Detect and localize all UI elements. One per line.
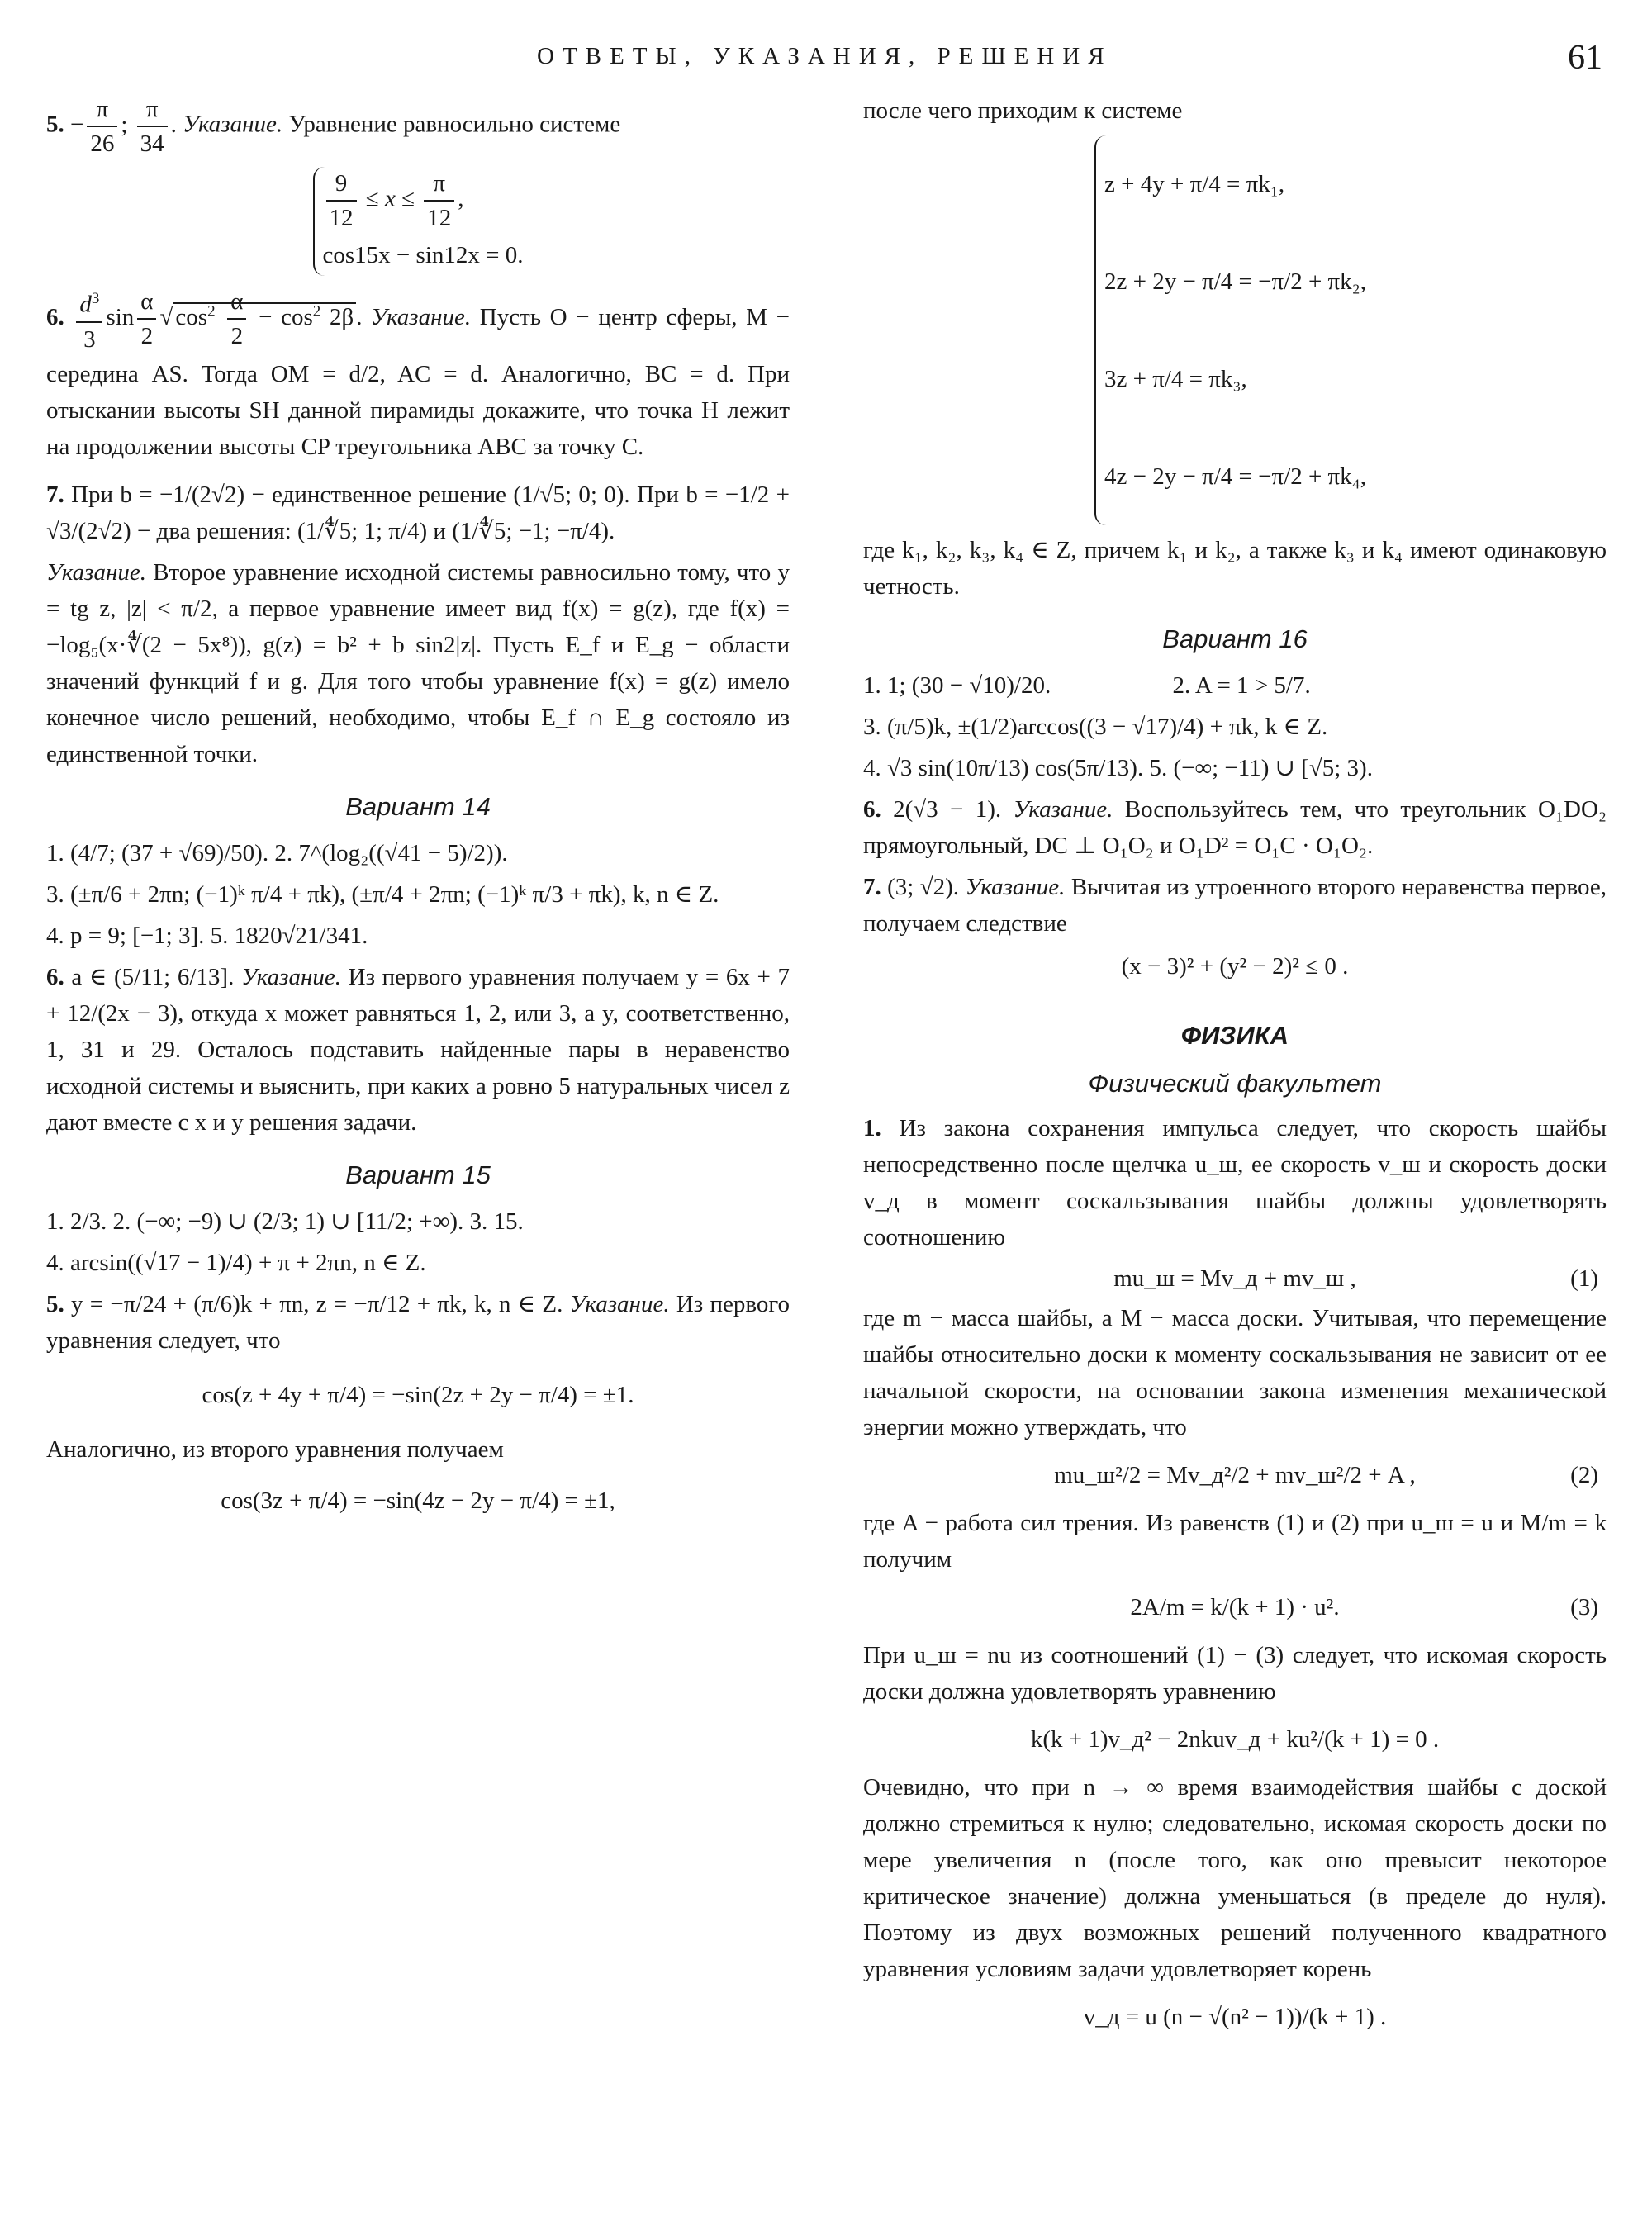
answer-2: 2. A = 1 > 5/7.	[1172, 672, 1311, 699]
physics-heading: ФИЗИКА	[1180, 1021, 1289, 1050]
answer-7-hint	[46, 554, 790, 772]
system-line-4: 4z − 2y − π/4 = −π/2 + πk₄,	[1104, 463, 1367, 490]
physics-problem-1	[863, 1110, 1607, 1255]
system-line-1: $\frac{9}{12}$ ≤ x ≤ $\frac{\pi}{12}$ ,	[323, 167, 524, 235]
answer-number: 5.	[46, 111, 64, 138]
physics-text: Из закона сохранения импульса следует, что скорость шайбы непосредственно после щелчка u_ш, ее скорость v_ш и скорость доски v_д в момент соскальзывания шайбы должны удовлетворять соотношению	[863, 1115, 1607, 1250]
left-column	[46, 93, 790, 1534]
equation-body: mu_ш²/2 = Mv_д²/2 + mv_ш²/2 + A ,	[1054, 1462, 1416, 1488]
answer-6	[46, 282, 790, 465]
variant-16-line-4: 4. √3 sin(10π/13) cos(5π/13). 5. (−∞; −11) ∪ [√5; 3).	[863, 755, 1373, 781]
system-intro: после чего приходим к системе	[863, 97, 1183, 124]
answer-5	[46, 93, 790, 160]
variant-14-line-3: 3. (±π/6 + 2πn; (−1)ᵏ π/4 + πk), (±π/4 + 2πn; (−1)ᵏ π/3 + πk), k, n ∈ Z.	[46, 880, 719, 908]
hint-text: Из первого уравнения получаем y = 6x + 7 + 12/(2x − 3), откуда x может равняться 1, 2, или 3, а y, соответственно, 1, 31 и 29. Осталось подставить найденные пары в неравенство исходной системы и выяснить, при каких a ровно 5 натуральных чисел z дают вместе с x и y решения задачи.	[46, 963, 790, 1136]
equation-number: (2)	[1570, 1462, 1598, 1488]
equation-cos-1: cos(z + 4y + π/4) = −sin(2z + 2y − π/4) = ±1.	[202, 1381, 634, 1408]
equation-body: 2A/m = k/(k + 1) · u².	[1130, 1594, 1340, 1620]
answer-number: 7.	[46, 481, 64, 508]
answer-7	[46, 477, 790, 549]
answer-6-formula: $\frac{d^3}{3}$ sin $\frac{\alpha}{2}$ √ $\cos^2$ $\frac{\alpha}{2}$ − $\cos^2 2\beta$ .	[73, 304, 362, 330]
system-k	[863, 135, 1607, 525]
hint-label: Указание.	[183, 111, 283, 138]
system-line-2: 2z + 2y − π/4 = −π/2 + πk₂,	[1104, 268, 1367, 295]
hint-label: Указание.	[1013, 796, 1113, 823]
equation-cos-2: cos(3z + π/4) = −sin(4z − 2y − π/4) = ±1,	[221, 1487, 615, 1514]
system-line-1: z + 4y + π/4 = πk₁,	[1104, 171, 1285, 197]
equation-1	[863, 1260, 1607, 1297]
physics-text-3: где A − работа сил трения. Из равенств (1) и (2) при u_ш = u и M/m = k получим	[863, 1510, 1607, 1573]
variant-16-line-7	[863, 869, 1607, 942]
page-header	[0, 40, 1652, 81]
equation-3	[863, 1589, 1607, 1625]
answer-5-value: − $\frac{\pi}{26}$ ; $\frac{\pi}{34}$ .	[70, 112, 177, 138]
answer-7-text: При b = −1/(2√2) − единственное решение (1/√5; 0; 0). При b = −1/2 + √3/(2√2) − два решения: (1/∜5; 1; π/4) и (1/∜5; −1; −π/4).	[46, 481, 790, 544]
variant-14-line-6	[46, 959, 790, 1141]
variant-14-line-1: 1. (4/7; (37 + √69)/50). 2. 7^(log₂((√41 − 5)/2)).	[46, 839, 508, 866]
equation-number: (3)	[1570, 1594, 1598, 1620]
inequality: (x − 3)² + (y² − 2)² ≤ 0 .	[1121, 953, 1349, 980]
variant-15-heading: Вариант 15	[345, 1160, 491, 1189]
system-line-3: 3z + π/4 = πk₃,	[1104, 366, 1247, 392]
hint-label: Указание.	[46, 558, 146, 586]
variant-14-line-4: 4. p = 9; [−1; 3]. 5. 1820√21/341.	[46, 922, 368, 949]
equation-4: k(k + 1)v_д² − 2nkuv_д + ku²/(k + 1) = 0 .	[1030, 1726, 1440, 1753]
variant-14-heading: Вариант 14	[345, 791, 491, 821]
variant-15-line-1: 1. 2/3. 2. (−∞; −9) ∪ (2/3; 1) ∪ [11/2; +∞). 3. 15.	[46, 1208, 524, 1235]
hint-text: Вычитая из утроенного второго неравенства первое, получаем следствие	[863, 874, 1607, 937]
hint-text: Воспользуйтесь тем, что треугольник O₁DO₂ прямоугольный, DC ⊥ O₁O₂ и O₁D² = O₁C · O₁O₂.	[863, 796, 1607, 859]
answer-1: 1. 1; (30 − √10)/20.	[863, 672, 1051, 699]
equation-number: (1)	[1570, 1265, 1598, 1292]
hint-text: Уравнение равносильно системе	[288, 111, 621, 138]
hint-label: Указание.	[569, 1290, 670, 1317]
answer-value: (3; √2).	[887, 874, 960, 900]
variant-16-line-6	[863, 791, 1607, 864]
page-number: 61	[1568, 39, 1602, 77]
hint-text: Второе уравнение исходной системы равносильно тому, что y = tg z, |z| < π/2, а первое уравнение имеет вид f(x) = g(z), где f(x) = −log₅(x·∜(2 − 5x⁸)), g(z) = b² + b sin2|z|. Пусть E_f и E_g − области значений функций f и g. Для того чтобы уравнение f(x) = g(z) имело конечное число решений, необходимо, чтобы E_f ∩ E_g состояло из единственной точки.	[46, 558, 790, 767]
hint-text: Из первого уравнения следует, что	[46, 1290, 790, 1354]
answer-number: 6.	[46, 963, 64, 990]
hint-label: Указание.	[965, 874, 1066, 900]
equation-5: v_д = u (n − √(n² − 1))/(k + 1) .	[1083, 2004, 1387, 2030]
system-line-2: cos15x − sin12x = 0.	[322, 242, 524, 268]
answer-number: 6.	[863, 796, 881, 823]
variant-15-line-4: 4. arcsin((√17 − 1)/4) + π + 2πn, n ∈ Z.	[46, 1249, 426, 1276]
answer-value: a ∈ (5/11; 6/13].	[71, 963, 235, 990]
right-column	[863, 93, 1607, 2047]
physics-text-5: Очевидно, что при n → ∞ время взаимодействия шайбы с доской должно стремиться к нулю; следовательно, искомая скорость доски по мере увеличения n (после того, как оно превысит некоторое критическое значение) должна уменьшаться (в пределе до нуля). Поэтому из двух возможных решений полученного квадратного уравнения условиям задачи удовлетворяет корень	[863, 1774, 1607, 1982]
variant-16-line-1	[863, 667, 1607, 704]
answer-value: y = −π/24 + (π/6)k + πn, z = −π/12 + πk, k, n ∈ Z.	[71, 1290, 563, 1317]
answer-number: 1.	[863, 1115, 881, 1141]
running-title: ОТВЕТЫ, УКАЗАНИЯ, РЕШЕНИЯ	[537, 43, 1113, 69]
variant-16-heading: Вариант 16	[1162, 624, 1308, 653]
answer-number: 7.	[863, 874, 881, 900]
variant-15-line-5	[46, 1286, 790, 1359]
answer-number: 6.	[46, 303, 64, 330]
variant-16-line-3: 3. (π/5)k, ±(1/2)arccos((3 − √17)/4) + πk, k ∈ Z.	[863, 714, 1328, 740]
hint-text: Пусть O − центр сферы, M − середина AS. Тогда OM = d/2, AC = d. Аналогично, BC = d. При отыскании высоты SH данной пирамиды докажите, что точка H лежит на продолжении высоты CP треугольника ABC за точку C.	[46, 303, 790, 460]
variant-15-text-2: Аналогично, из второго уравнения получаем	[46, 1435, 504, 1463]
physics-text-4: При u_ш = nu из соотношений (1) − (3) следует, что искомая скорость доски должна удовлетворять уравнению	[863, 1642, 1607, 1705]
answer-value: 2(√3 − 1).	[893, 796, 1002, 823]
equation-2	[863, 1457, 1607, 1493]
answer-number: 5.	[46, 1290, 64, 1317]
physics-text-2: где m − масса шайбы, а M − масса доски. Учитывая, что перемещение шайбы относительно доски к моменту соскальзывания не зависит от ее начальной скорости, на основании закона изменения механической энергии можно утверждать, что	[863, 1305, 1607, 1440]
system-conclusion: где k₁, k₂, k₃, k₄ ∈ Z, причем k₁ и k₂, а также k₃ и k₄ имеют одинаковую четность.	[863, 537, 1607, 600]
system-5	[46, 167, 790, 276]
hint-label: Указание.	[371, 303, 472, 330]
hint-label: Указание.	[241, 963, 341, 990]
equation-body: mu_ш = Mv_д + mv_ш ,	[1113, 1265, 1356, 1292]
faculty-heading: Физический факультет	[1088, 1069, 1382, 1098]
